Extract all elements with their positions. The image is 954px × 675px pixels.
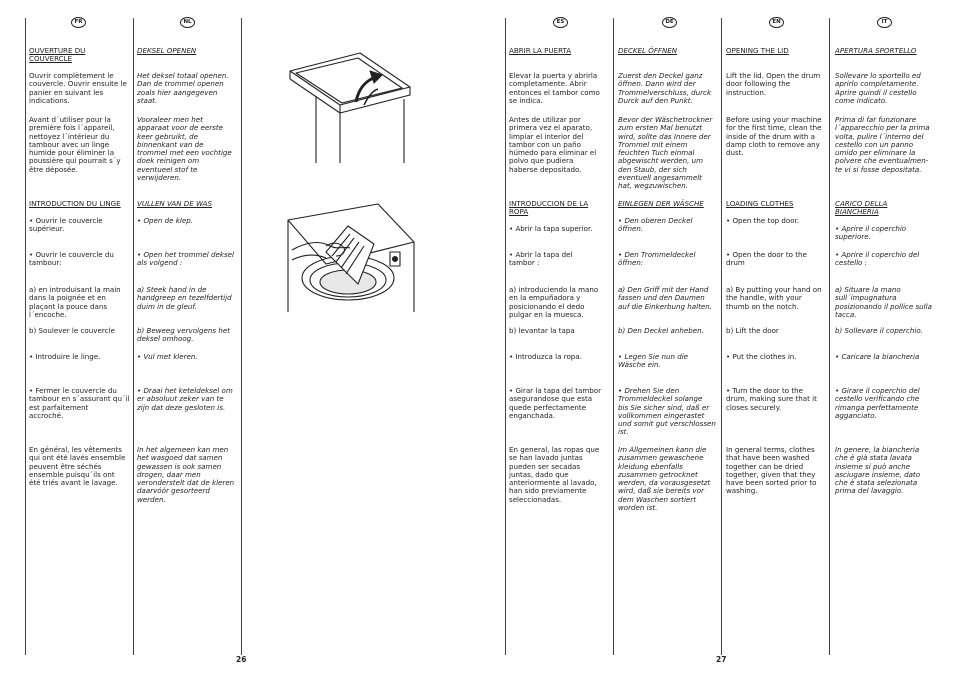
column-rule bbox=[613, 18, 614, 655]
paragraph: Vooraleer men het apparaat voor de eerste keer gebruikt, de binnenkant van de trommel met een vochtige doek reinigen om eventueel stof te verwijderen. bbox=[137, 115, 232, 183]
step: • Den Trommeldeckel öffnen: bbox=[618, 250, 696, 268]
step: a) Situare la mano sull´impugnatura posizionando il pollice sulla tacca. bbox=[835, 285, 932, 319]
column-rule bbox=[133, 18, 134, 655]
drum-loading-illustration bbox=[286, 202, 420, 312]
step: a) Steek hand in de handgreep en tezelfdertijd duim in de gleuf. bbox=[137, 285, 232, 311]
step: • Den oberen Deckel öffnen. bbox=[618, 216, 693, 234]
language-badge-it: IT bbox=[877, 17, 892, 28]
step: • Open het trommel deksel als volgend : bbox=[137, 250, 234, 268]
column-rule bbox=[25, 18, 26, 655]
column-rule bbox=[829, 18, 830, 655]
step: b) Lift the door bbox=[726, 326, 779, 335]
paragraph: Antes de utilizar por primera vez el aparato, limpiar el interior del tambor con un paño húmedo para eliminar el polvo que pudiera haberse depositado. bbox=[509, 115, 597, 174]
section-heading: OPENING THE LID bbox=[726, 46, 789, 55]
paragraph: Avant d´utiliser pour la première fois l´appareil, nettoyez l´intérieur du tambour avec un linge humide pour éliminer la poussière qui pourrait s´y être déposée. bbox=[29, 115, 121, 174]
step: a) introduciendo la mano en la empuñadora y posicionando el dedo pulgar en la muesca. bbox=[509, 285, 599, 319]
paragraph: Im Allgemeinen kann die zusammen gewaschene kleidung ebenfalls zusammen getrocknet werden, da vorausgesetzt wird, daß sie bereits vor dem Waschen sortiert worden ist. bbox=[618, 445, 711, 513]
step: • Aprire il coperchio superiore. bbox=[835, 224, 907, 242]
paragraph: Bevor der Wäschetrockner zum ersten Mal benutzt wird, sollte das Innere der Trommel mit einem feuchten Tuch einmal abgewischt werden, um den Staub, der sich eventuell angesammelt hat, wegzuwischen. bbox=[618, 115, 713, 191]
step: • Ouvrir le couvercle du tambour: bbox=[29, 250, 114, 268]
step: • Vul met kleren. bbox=[137, 352, 198, 361]
step: • Drehen Sie den Trommeldeckel solange bis Sie sicher sind, daß er vollkommen eingerastet und somit gut verschlossen ist. bbox=[618, 386, 716, 437]
step: b) Soulever le couvercle bbox=[29, 326, 115, 335]
paragraph: En general, las ropas que se han lavado juntas pueden ser secadas juntas, dado que anteriormente al lavado, han sido previamente seleccionadas. bbox=[509, 445, 600, 504]
step: • Ouvrir le couvercle supérieur. bbox=[29, 216, 103, 234]
language-badge-de: DE bbox=[662, 17, 677, 28]
step: • Open the top door. bbox=[726, 216, 800, 225]
step: • Introduzca la ropa. bbox=[509, 352, 582, 361]
step: a) By putting your hand on the handle, with your thumb on the notch. bbox=[726, 285, 822, 311]
step: • Introduire le linge. bbox=[29, 352, 101, 361]
lid-opening-illustration bbox=[286, 47, 420, 163]
section-heading: VULLEN VAN DE WAS bbox=[137, 199, 212, 208]
section-heading: INTRODUCTION DU LINGE bbox=[29, 199, 121, 208]
step: • Abrir la tapa superior. bbox=[509, 224, 593, 233]
step: • Girar la tapa del tambor asegurandose que esta quede perfectamente enganchada. bbox=[509, 386, 602, 420]
language-badge-en: EN bbox=[769, 17, 784, 28]
paragraph: Elevar la puerta y abrirla completamente. Abrir entonces el tambor como se indica. bbox=[509, 71, 600, 105]
paragraph: Het deksel totaal openen. Dan de trommel openen zoals hier aangegeven staat. bbox=[137, 71, 229, 105]
paragraph: In general terms, clothes that have been washed together can be dried together, given that they have been sorted prior to washing. bbox=[726, 445, 817, 496]
paragraph: En général, les vêtements qui ont été lavés ensemble peuvent être séchés ensemble puisqu´ils ont été triés avant le lavage. bbox=[29, 445, 126, 488]
step: • Abrir la tapa del tambor : bbox=[509, 250, 573, 268]
paragraph: Lift the lid. Open the drum door following the instruction. bbox=[726, 71, 821, 97]
page-number-right: 27 bbox=[716, 655, 727, 664]
step: • Put the clothes in. bbox=[726, 352, 797, 361]
section-heading: APERTURA SPORTELLO bbox=[835, 46, 917, 55]
step: b) Beweeg vervolgens het deksel omhoog. bbox=[137, 326, 230, 344]
section-heading: OUVERTURE DU COUVERCLE bbox=[29, 46, 86, 64]
step: b) Den Deckel anheben. bbox=[618, 326, 704, 335]
paragraph: Prima di far funzionare l´apparecchio per la prima volta, pulire l´interno del cestello con un panno umido per eliminare la polvere che eventualmen- te vi si fosse depositata. bbox=[835, 115, 930, 174]
step: b) Sollevare il coperchio. bbox=[835, 326, 923, 335]
paragraph: Ouvrir complètement le couvercle. Ouvrir ensuite le panier en suivant les indications. bbox=[29, 71, 127, 105]
language-badge-nl: NL bbox=[180, 17, 195, 28]
paragraph: Sollevare lo sportello ed aprirlo completamente. Aprire quindi il cestello come indicato. bbox=[835, 71, 921, 105]
section-heading: CARICO DELLA BIANCHERIA bbox=[835, 199, 888, 217]
section-heading: LOADING CLOTHES bbox=[726, 199, 794, 208]
section-heading: INTRODUCCION DE LA ROPA bbox=[509, 199, 589, 217]
step: • Caricare la biancheria bbox=[835, 352, 920, 361]
paragraph: Before using your machine for the first time, clean the inside of the drum with a damp cloth to remove any dust. bbox=[726, 115, 822, 158]
step: • Open de klep. bbox=[137, 216, 193, 225]
section-heading: DEKSEL OPENEN bbox=[137, 46, 197, 55]
step: • Girare il coperchio del cestello verificando che rimanga perfettamente agganciato. bbox=[835, 386, 920, 420]
language-badge-es: ES bbox=[553, 17, 568, 28]
language-badge-fr: FR bbox=[71, 17, 86, 28]
step: • Fermer le couvercle du tambour en s´assurant qu´il est parfaitement accroché. bbox=[29, 386, 130, 420]
section-heading: ABRIR LA PUERTA bbox=[509, 46, 572, 55]
paragraph: Zuerst den Deckel ganz öffnen. Dann wird der Trommelverschluss, durck Durck auf den Punkt. bbox=[618, 71, 712, 105]
step: a) Den Griff mit der Hand fassen und den Daumen auf die Einkerbung halten. bbox=[618, 285, 712, 311]
step: b) levantar la tapa bbox=[509, 326, 575, 335]
column-rule bbox=[505, 18, 506, 655]
step: a) en introduisant la main dans la poignée et en plaçant la pouce dans l´encoche. bbox=[29, 285, 121, 319]
page-number-left: 26 bbox=[236, 655, 247, 664]
paragraph: In het algemeen kan men het wasgoed dat samen gewassen is ook samen drogen, daar men veronderstelt dat de kleren daarvóór gesorteerd werden. bbox=[137, 445, 235, 504]
step: • Open the door to the drum bbox=[726, 250, 807, 268]
paragraph: In genere, la biancheria che è già stata lavata insieme si può anche asciugare insieme, dato che è stata selezionata prima del lavaggio. bbox=[835, 445, 921, 496]
step: • Legen Sie nun die Wäsche ein. bbox=[618, 352, 689, 370]
step: • Draai het keteldeksel om er absoluut zeker van te zijn dat deze gesloten is. bbox=[137, 386, 233, 412]
step: • Turn the door to the drum, making sure that it closes securely. bbox=[726, 386, 817, 412]
section-heading: DECKEL ÖFFNEN bbox=[618, 46, 678, 55]
section-heading: EINLEGEN DER WÄSCHE bbox=[618, 199, 704, 208]
step: • Aprire il coperchio del cestello : bbox=[835, 250, 920, 268]
column-rule bbox=[721, 18, 722, 655]
